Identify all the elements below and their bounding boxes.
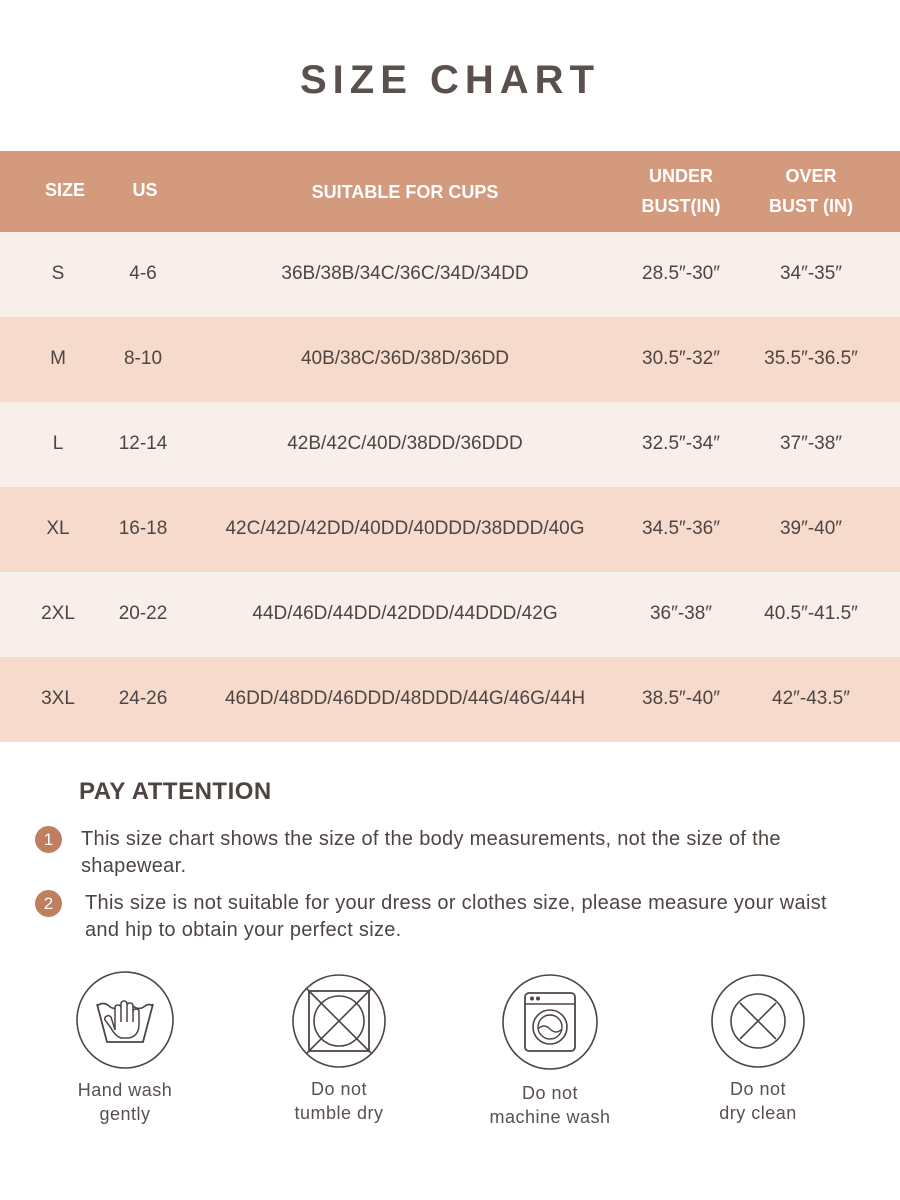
cell-size: L	[52, 433, 64, 454]
table-row	[0, 657, 900, 742]
cell-cups: 42B/42C/40D/38DD/36DDD	[287, 433, 523, 454]
table-row	[0, 317, 900, 402]
table-header	[0, 151, 900, 232]
no-machine-wash-icon	[501, 973, 599, 1071]
care-label-line2: gently	[99, 1104, 151, 1124]
no-tumble-dry-icon	[291, 973, 387, 1069]
attention-title: PAY ATTENTION	[79, 778, 272, 805]
cell-cups: 44D/46D/44DD/42DDD/44DDD/42G	[252, 603, 558, 624]
hand-wash-icon	[75, 970, 175, 1070]
care-label-line2: tumble dry	[294, 1103, 384, 1123]
care-label-line2: dry clean	[719, 1103, 797, 1123]
cell-cups: 36B/38B/34C/36C/34D/34DD	[281, 263, 529, 284]
care-no-tumble-dry	[274, 973, 404, 1125]
table-row	[0, 402, 900, 487]
note-text: This size is not suitable for your dress or clothes size, please measure your waist and hip to obtain your perfect size.	[85, 892, 827, 941]
care-label-line1: Do not	[310, 1079, 368, 1099]
note-text: This size chart shows the size of the body measurements, not the size of the shapewear.	[81, 828, 781, 877]
header-size: SIZE	[44, 180, 85, 200]
care-label-line1: Hand wash	[77, 1080, 173, 1100]
no-dry-clean-icon	[710, 973, 806, 1069]
cell-under-bust: 36″-38″	[649, 603, 713, 624]
size-chart-table	[0, 151, 900, 742]
cell-under-bust: 32.5″-34″	[642, 433, 720, 454]
header-under-bust	[626, 161, 736, 221]
table-row	[0, 572, 900, 657]
cell-over-bust: 42″-43.5″	[772, 688, 850, 709]
table-row	[0, 487, 900, 572]
page-title: SIZE CHART	[300, 58, 600, 102]
cell-size: 2XL	[41, 603, 75, 624]
cell-over-bust: 40.5″-41.5″	[764, 603, 858, 624]
cell-over-bust: 37″-38″	[779, 433, 843, 454]
note-number-badge: 1	[35, 826, 62, 853]
cell-under-bust: 30.5″-32″	[642, 348, 720, 369]
cell-over-bust: 35.5″-36.5″	[764, 348, 858, 369]
cell-size: 3XL	[41, 688, 75, 709]
header-under-bust-line1: UNDER	[648, 166, 713, 186]
cell-under-bust: 38.5″-40″	[642, 688, 720, 709]
care-label-line1: Do not	[521, 1083, 579, 1103]
cell-us: 16-18	[118, 518, 168, 539]
cell-us: 20-22	[118, 603, 168, 624]
cell-size: XL	[46, 518, 70, 539]
note-number-badge: 2	[35, 890, 62, 917]
cell-size: M	[50, 348, 66, 369]
cell-us: 24-26	[118, 688, 168, 709]
header-under-bust-line2: BUST(IN)	[641, 196, 721, 216]
care-label-line2: machine wash	[489, 1107, 611, 1127]
cell-cups: 40B/38C/36D/38D/36DD	[300, 348, 510, 369]
cell-over-bust: 39″-40″	[779, 518, 843, 539]
header-over-bust-line2: BUST (IN)	[769, 196, 853, 216]
cell-cups: 42C/42D/42DD/40DD/40DDD/38DDD/40G	[225, 518, 585, 539]
cell-size: S	[51, 263, 65, 284]
care-hand-wash	[60, 970, 190, 1126]
cell-us: 4-6	[129, 263, 157, 284]
cell-cups: 46DD/48DD/46DDD/48DDD/44G/46G/44H	[224, 688, 586, 709]
cell-us: 12-14	[118, 433, 168, 454]
cell-over-bust: 34″-35″	[779, 263, 843, 284]
care-label-line1: Do not	[729, 1079, 787, 1099]
cell-under-bust: 34.5″-36″	[642, 518, 720, 539]
care-no-dry-clean	[693, 973, 823, 1125]
care-no-machine-wash	[475, 973, 625, 1129]
cell-us: 8-10	[123, 348, 163, 369]
header-cups: SUITABLE FOR CUPS	[311, 182, 499, 202]
cell-under-bust: 28.5″-30″	[642, 263, 720, 284]
header-over-bust-line1: OVER	[785, 166, 837, 186]
header-us: US	[132, 180, 158, 200]
table-row	[0, 232, 900, 317]
header-over-bust	[752, 161, 870, 221]
